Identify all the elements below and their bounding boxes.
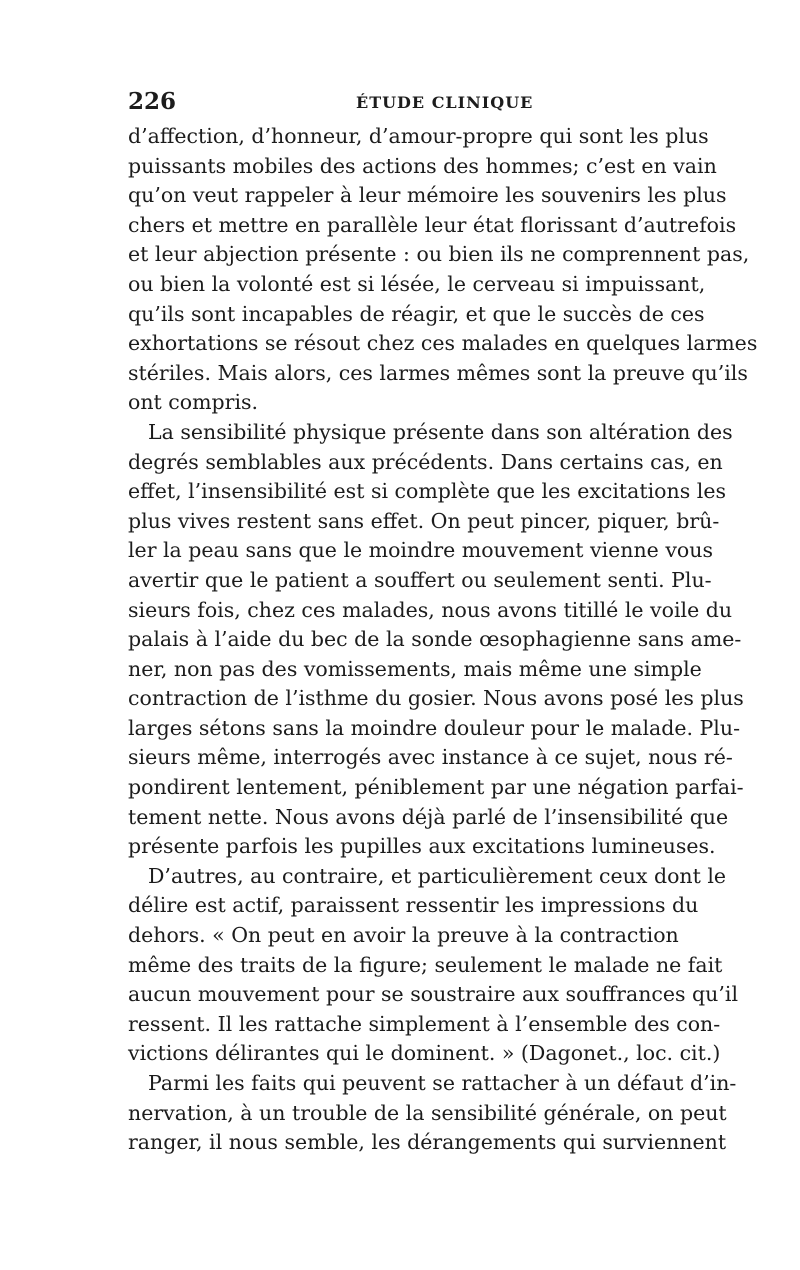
text-line: présente parfois les pupilles aux excitations lumineuses. [128, 834, 716, 859]
text-line: ranger, il nous semble, les dérangements qui surviennent [128, 1130, 727, 1155]
text-line: ont compris. [128, 390, 259, 415]
text-line: victions délirantes qui le dominent. » (Dagonet., loc. cit.) [128, 1041, 721, 1066]
text-line: d’affection, d’honneur, d’amour-propre qui sont les plus [128, 124, 709, 148]
text-line: ou bien la volonté est si lésée, le cerveau si impuissant, [128, 271, 706, 296]
text-line: D’autres, au contraire, et particulièrement ceux dont le [148, 863, 727, 888]
text-line: qu’ils sont incapables de réagir, et que le succès de ces [128, 301, 705, 326]
text-line: tement nette. Nous avons déjà parlé de l’insensibilité que [128, 804, 729, 829]
text-line: sieurs fois, chez ces malades, nous avons titillé le voile du [128, 597, 733, 622]
text-line: palais à l’aide du bec de la sonde œsophagienne sans ame- [128, 627, 742, 652]
text-line: nervation, à un trouble de la sensibilité générale, on peut [128, 1100, 727, 1125]
text-line: qu’on veut rappeler à leur mémoire les souvenirs les plus [128, 183, 727, 208]
text-line: La sensibilité physique présente dans son altération des [148, 419, 733, 444]
text-line: avertir que le patient a souffert ou seulement senti. Plu- [128, 567, 712, 592]
page-number: 226 [128, 88, 177, 115]
body-text [128, 122, 758, 1158]
text-line: dehors. « On peut en avoir la preuve à la contraction [128, 923, 679, 948]
text-line: plus vives restent sans effet. On peut pincer, piquer, brû- [128, 508, 720, 533]
text-line: et leur abjection présente : ou bien ils ne comprennent pas, [128, 242, 750, 267]
text-line: aucun mouvement pour se soustraire aux souffrances qu’il [128, 982, 739, 1007]
text-line: contraction de l’isthme du gosier. Nous avons posé les plus [128, 686, 744, 711]
text-line: ressent. Il les rattache simplement à l’ensemble des con- [128, 1011, 721, 1036]
text-line: exhortations se résout chez ces malades en quelques larmes [128, 331, 758, 356]
text-line: Parmi les faits qui peuvent se rattacher à un défaut d’in- [148, 1071, 737, 1095]
text-line: puissants mobiles des actions des hommes; c’est en vain [128, 153, 717, 178]
text-line: stériles. Mais alors, ces larmes mêmes sont la preuve qu’ils [128, 360, 748, 385]
text-line: larges sétons sans la moindre douleur pour le malade. Plu- [128, 715, 740, 740]
text-line: chers et mettre en parallèle leur état florissant d’autrefois [128, 212, 737, 237]
text-line: ner, non pas des vomissements, mais même une simple [128, 656, 702, 681]
running-head [128, 88, 676, 118]
text-line: sieurs même, interrogés avec instance à ce sujet, nous ré- [128, 745, 733, 770]
text-line: pondirent lentement, péniblement par une négation parfai- [128, 775, 744, 800]
running-title: ÉTUDE CLINIQUE [356, 93, 534, 112]
text-line: délire est actif, paraissent ressentir les impressions du [128, 893, 699, 918]
text-line: degrés semblables aux précédents. Dans certains cas, en [128, 449, 723, 474]
text-line: même des traits de la figure; seulement le malade ne fait [128, 952, 723, 977]
text-line: effet, l’insensibilité est si complète que les excitations les [128, 479, 726, 504]
text-line: ler la peau sans que le moindre mouvement vienne vous [128, 538, 713, 563]
